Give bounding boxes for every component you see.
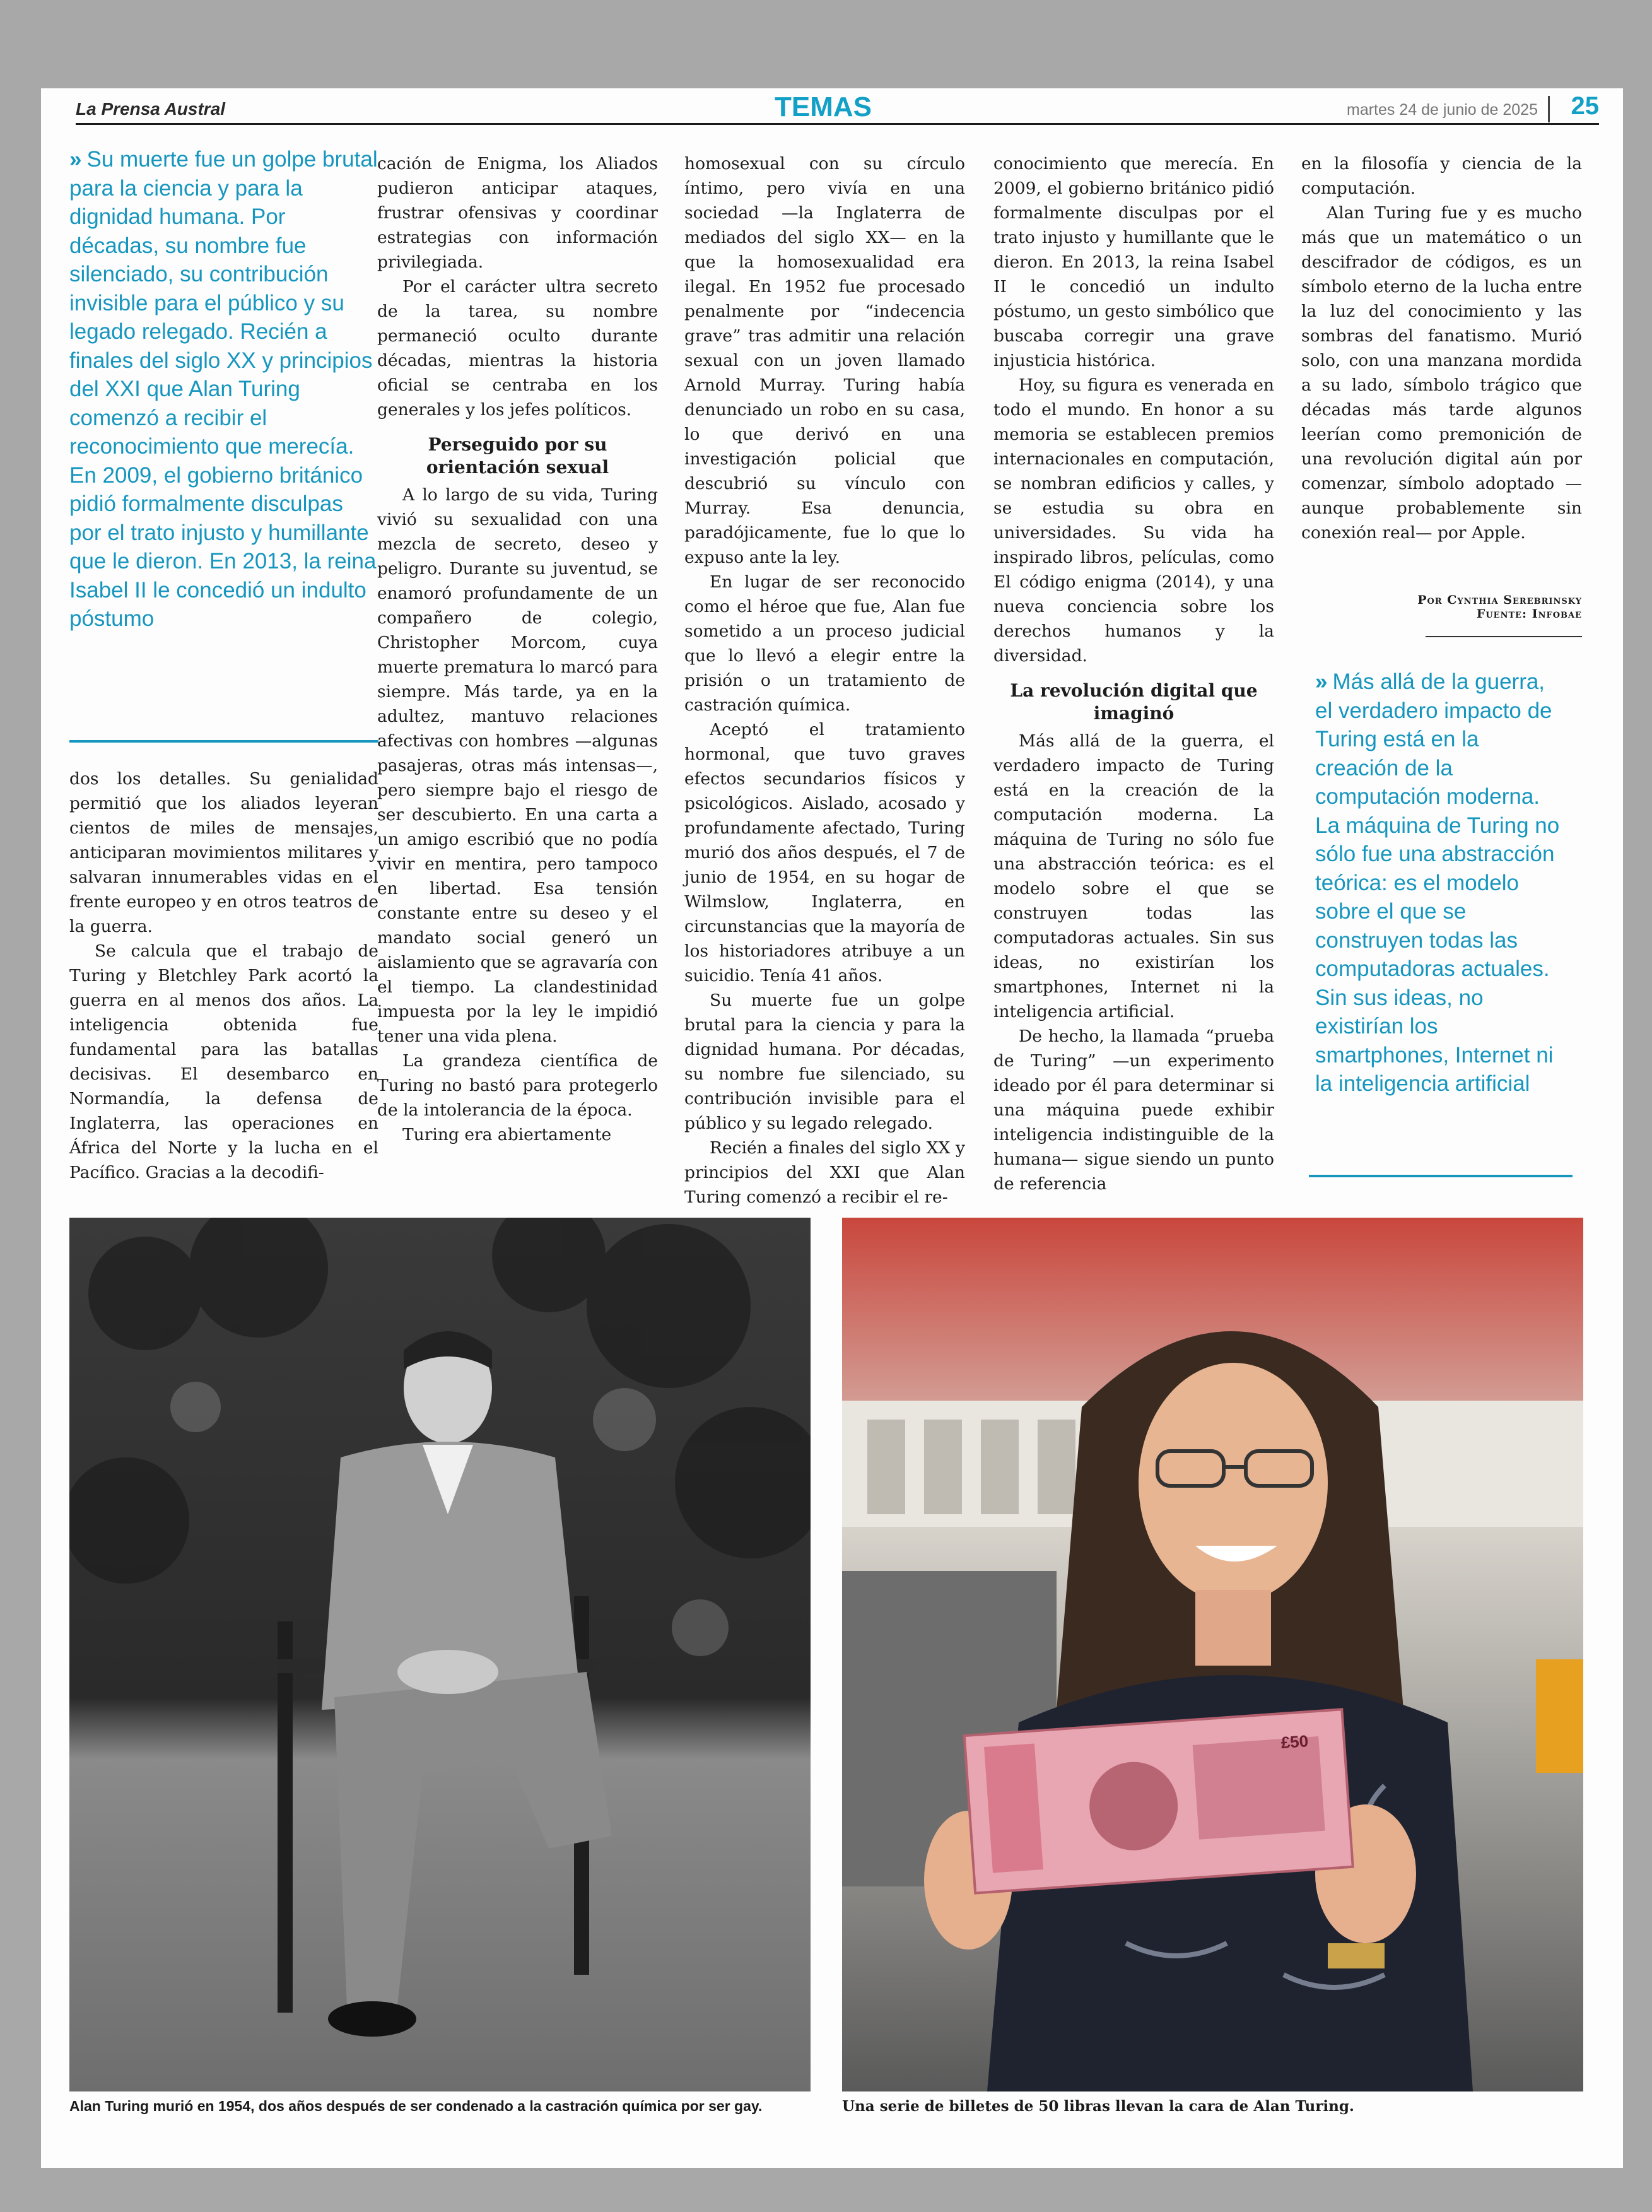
page-number: 25 [1571, 92, 1599, 120]
paragraph: De hecho, la llamada “prueba de Turing” —un experimento ideado por él para determinar si una máquina puede exhibir inteligencia indistinguible de la humana— sigue siendo un punto de referencia [993, 1027, 1274, 1194]
pull-quote-2-rule [1309, 1175, 1573, 1177]
newspaper-page [41, 88, 1623, 2168]
paragraph: Alan Turing fue y es mucho más que un matemático o un descifrador de códigos, es un símbolo eterno de la lucha entre la luz del conocimiento y las sombras del fanatismo. Murió solo, con una manzana mordida a su lado, símbolo trágico que décadas más tarde algunos leerían como premonición de una revolución digital aún por comenzar, símbolo adoptado —aunque probablemente sin conexión real— por Apple. [1301, 203, 1582, 543]
subheading-persecution: Perseguido por su orientación sexual [426, 434, 609, 478]
paragraph: Turing era abiertamente [402, 1125, 612, 1144]
article-column-1 [69, 767, 378, 1185]
byline [1301, 593, 1582, 621]
paragraph: Más allá de la guerra, el verdadero impacto de Turing está en la creación de la computación moderna. La máquina de Turing no sólo fue una abstracción teórica: es el modelo sobre el que se construyen todas las computadoras actuales. Sin sus ideas, no existirían los smartphones, Internet ni la inteligencia artificial. [993, 731, 1274, 1021]
paragraph: dos los detalles. Su genialidad permitió que los aliados leyeran cientos de miles de mensajes, anticiparan movimientos militares y salvaran innumerables vidas en el frente europeo y en otros teatros de la guerra. [69, 769, 378, 936]
article-column-4 [993, 151, 1274, 1196]
photo-alan-turing-drawing [69, 1218, 811, 2091]
paragraph: A lo largo de su vida, Turing vivió su sexualidad con una mezcla de secreto, deseo y peligro. Durante su juventud, se enamoró profundamente de un compañero de colegio, Christopher Morcom, cuya muerte prematura lo marcó para siempre. Más tarde, ya en la adultez, mantuvo relaciones afectivas con hombres —algunas pasajeras, otras más intensas—, pero siempre bajo el riesgo de ser descubierto. En una carta a un amigo escribió que no podía vivir en mentira, pero tampoco en libertad. Esa tensión constante entre su deseo y el mandato social generó un aislamiento que se agravaría con el tiempo. La clandestinidad impuesta por la ley le impidió tener una vida plena. [377, 485, 658, 1046]
article-column-2 [377, 151, 658, 1147]
article-column-3 [684, 151, 965, 1209]
byline-rule [1426, 636, 1582, 637]
paragraph: Recién a finales del siglo XX y principios del XXI que Alan Turing comenzó a recibir el re- [684, 1138, 965, 1207]
article-column-5 [1301, 151, 1582, 545]
pull-quote-1-rule [69, 740, 378, 743]
double-chevron-icon: » [1315, 669, 1328, 694]
header-separator [1548, 96, 1550, 122]
paragraph: conocimiento que merecía. En 2009, el gobierno británico pidió formalmente disculpas por el trato injusto y humillante que le dieron. En 2013, la reina Isabel II le concedió un indulto póstumo, un gesto simbólico que buscaba corregir una grave injusticia histórica. [993, 154, 1274, 370]
photo-2-caption: Una serie de billetes de 50 libras llevan la cara de Alan Turing. [842, 2098, 1354, 2115]
byline-source: Fuente: Infobae [1476, 607, 1582, 621]
newspaper-name: La Prensa Austral [76, 99, 226, 119]
section-title: TEMAS [775, 91, 872, 122]
subheading-revolution: La revolución digital que imaginó [1010, 680, 1258, 724]
photo-alan-turing [69, 1218, 811, 2091]
photo-banknote-drawing [842, 1218, 1583, 2091]
paragraph: Aceptó el tratamiento hormonal, que tuvo graves efectos secundarios físicos y psicológicos. Aislado, acosado y profundamente afectado, Turing murió dos años después, el 7 de junio de 1954, en su hogar de Wilmslow, Inglaterra, en circunstancias que la mayoría de los historiadores atribuye a un suicidio. Tenía 41 años. [684, 720, 965, 985]
paragraph: en la filosofía y ciencia de la computación. [1301, 154, 1582, 198]
paragraph: Se calcula que el trabajo de Turing y Bletchley Park acortó la guerra en al menos dos años. La inteligencia obtenida fue fundamental para las batallas decisivas. El desembarco en Normandía, la defensa de Inglaterra, las operaciones en África del Norte y la lucha en el Pacífico. Gracias a la decodifi- [69, 941, 378, 1182]
paragraph: cación de Enigma, los Aliados pudieron anticipar ataques, frustrar ofensivas y coordinar estrategias con información privilegiada. [377, 154, 658, 272]
paragraph: Por el carácter ultra secreto de la tarea, su nombre permaneció oculto durante décadas, mientras la historia oficial se centraba en los generales y los jefes políticos. [377, 277, 658, 420]
byline-author: Por Cynthia Serebrinsky [1417, 593, 1582, 607]
pull-quote-2-text: Más allá de la guerra, el verdadero impacto de Turing está en la creación de la computación moderna. La máquina de Turing no sólo fue una abstracción teórica: es el modelo sobre el que se construyen todas las computadoras actuales. Sin sus ideas, no existirían los smartphones, Internet ni la inteligencia artificial [1315, 669, 1560, 1096]
photo-1-caption: Alan Turing murió en 1954, dos años después de ser condenado a la castración química por ser gay. [69, 2098, 763, 2114]
pull-quote-1 [69, 145, 378, 633]
photo-banknote-woman [842, 1218, 1583, 2091]
paragraph: Hoy, su figura es venerada en todo el mundo. En honor a su memoria se establecen premios internacionales en computación, se nombran edificios y calles, y se estudia su obra en universidades. Su vida ha inspirado libros, películas, como El código enigma (2014), y una nueva conciencia sobre los derechos humanos y la diversidad. [993, 375, 1274, 666]
banknote-denomination: £50 [1280, 1731, 1309, 1753]
paragraph: homosexual con su círculo íntimo, pero vivía en una sociedad —la Inglaterra de mediados del siglo XX— en la que la homosexualidad era ilegal. En 1952 fue procesado penalmente por “indecencia grave” tras admitir una relación sexual con un joven llamado Arnold Murray. Turing había denunciado un robo en su casa, lo que derivó en una investigación policial que descubrió su vínculo con Murray. Esa denuncia, paradójicamente, fue lo que lo expuso ante la ley. [684, 154, 965, 567]
issue-date: martes 24 de junio de 2025 [1347, 101, 1538, 119]
pull-quote-2 [1315, 668, 1567, 1098]
pull-quote-1-text: Su muerte fue un golpe brutal para la ciencia y para la dignidad humana. Por décadas, su nombre fue silenciado, su contribución invisible para el público y su legado relegado. Recién a finales del siglo XX y principios del XXI que Alan Turing comenzó a recibir el reconocimiento que merecía. En 2009, el gobierno británico pidió formalmente disculpas por el trato injusto y humillante que le dieron. En 2013, la reina Isabel II le concedió un indulto póstumo [69, 147, 378, 631]
header-rule [76, 123, 1599, 125]
paragraph: En lugar de ser reconocido como el héroe que fue, Alan fue sometido a un proceso judicial que lo llevó a elegir entre la prisión o un tratamiento de castración química. [684, 572, 965, 715]
paragraph: La grandeza científica de Turing no bastó para protegerlo de la intolerancia de la época. [377, 1051, 658, 1120]
double-chevron-icon: » [69, 147, 82, 172]
paragraph: Su muerte fue un golpe brutal para la ciencia y para la dignidad humana. Por décadas, su nombre fue silenciado, su contribución invisible para el público y su legado relegado. [684, 991, 965, 1133]
